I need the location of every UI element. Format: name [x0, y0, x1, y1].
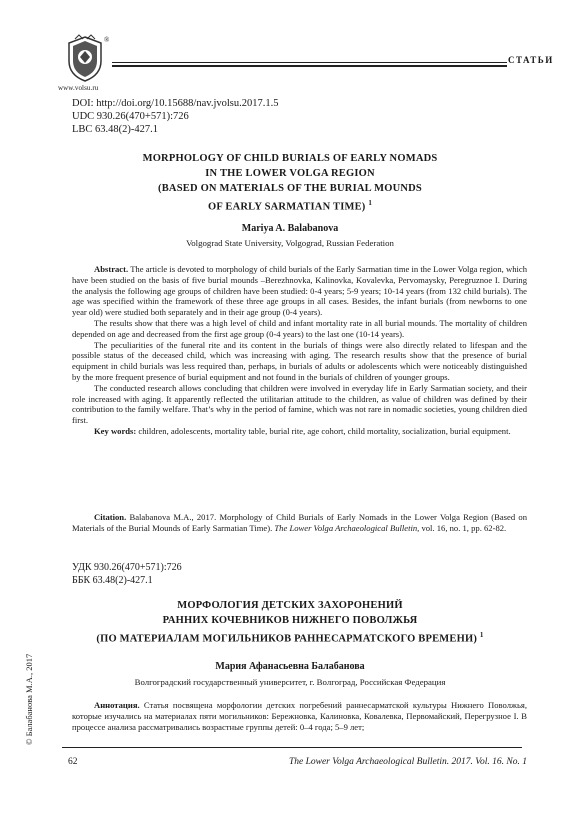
- journal-logo: [63, 33, 110, 83]
- title-line: (BASED ON MATERIALS OF THE BURIAL MOUNDS: [158, 183, 422, 194]
- title-line: (ПО МАТЕРИАЛАМ МОГИЛЬНИКОВ РАННЕСАРМАТСКОГО ВРЕМЕНИ) $^1$: [96, 631, 484, 645]
- footnote-mark: 1: [479, 631, 484, 639]
- title-line: IN THE LOWER VOLGA REGION: [205, 168, 375, 179]
- abstract-p2: The results show that there was a high level of child and infant mortality rate in all burial mounds. The mortality of children depended on age and decreased from the first age group (0-4 years) to the last one (10-14 years).: [72, 317, 527, 339]
- section-title: СТАТЬИ: [508, 55, 554, 65]
- keywords: Key words: children, adolescents, mortality table, burial rite, age cohort, child mortality, socialization, burial equipment.: [94, 425, 511, 436]
- footer-rule: [62, 747, 522, 748]
- logo-url: www.volsu.ru: [58, 84, 99, 92]
- abstract-p4: The conducted research allows concluding that children were involved in everyday life in Early Sarmatian society, and their role increased with aging. It apparently reflected the utilitarian attitude to the children, as value of children was defined by their contribution to the family welfare. That’s why in the period of famine, which was not rare in nomadic societies, young children died first.: [72, 382, 527, 426]
- citation: Citation. Balabanova M.A., 2017. Morphology of Child Burials of Early Nomads in the Lower Volga Region (Based on Materials of the Burial Mounds of Early Sarmatian Time). The Lower Volga Archaeological Bulletin, vol. 16, no. 1, pp. 62-82.: [72, 512, 527, 533]
- journal-footer: The Lower Volga Archaeological Bulletin. 2017. Vol. 16. No. 1: [288, 757, 527, 767]
- page-number: 62: [68, 757, 78, 767]
- doi: DOI: http://doi.org/10.15688/nav.jvolsu.2017.1.5: [72, 98, 279, 109]
- copyright-sidebar: © Балабанова М.А., 2017: [24, 653, 34, 745]
- udk: УДК 930.26(470+571):726: [72, 562, 182, 573]
- registered-mark: ®: [104, 36, 110, 44]
- abstract: [72, 264, 527, 437]
- affiliation-en: Volgograd State University, Volgograd, Russian Federation: [186, 238, 394, 248]
- bbk: ББК 63.48(2)-427.1: [72, 575, 153, 586]
- title-line: РАННИХ КОЧЕВНИКОВ НИЖНЕГО ПОВОЛЖЬЯ: [162, 615, 418, 626]
- author-ru: Мария Афанасьевна Балабанова: [215, 661, 365, 672]
- udc: UDC 930.26(470+571):726: [72, 111, 189, 122]
- affiliation-ru: Волгоградский государственный университет, г. Волгоград, Российская Федерация: [134, 677, 446, 687]
- header-rule: [112, 62, 507, 63]
- annotation: Аннотация. Статья посвящена морфологии детских погребений раннесарматской культуры Нижнего Поволжья, которые изучались на материалах пяти могильников: Бережновка, Калиновка, Ковалевка, Первомайский, Перегрузное I. В процессе анализа рассматривались возрастные группы детей: 0–4 года; 5–9 лет;: [72, 700, 527, 732]
- english-title: [60, 151, 520, 215]
- abstract-p1: Abstract. The article is devoted to morphology of child burials of the Early Sarmatian time in the Lower Volga region, which have been studied on the basis of five burial mounds –Berezhnovka, Kalinovka, Kovalevka, Pervomaysky, Peregruznoe I. During the analysis the following age groups of children have been studied: 0-4 years; 5-9 years; 10-14 years (from 132 child burials). The age was specified within the framework of these three age groups in all cases. Besides, the infant burials (from newborns to one year old) were studied both separately and in their age group (0-4 years).: [72, 264, 527, 318]
- title-line: МОРФОЛОГИЯ ДЕТСКИХ ЗАХОРОНЕНИЙ: [177, 600, 403, 611]
- abstract-p3: The peculiarities of the funeral rite and its content in the burials of things were also directly related to lifespan and the possible status of the deceased child, which was increasing with aging. The research results show that the presence of burial equipment in child burials was less required than, perhaps, in burials of adults or adolescents which were noticeably distinguished by the more frequent presence of burial equipment and not found in the burials of children of younger groups.: [72, 339, 527, 382]
- lbc: LBC 63.48(2)-427.1: [72, 124, 159, 135]
- title-line: OF EARLY SARMATIAN TIME) $^1$: [207, 199, 373, 213]
- author-en: Mariya A. Balabanova: [241, 223, 339, 234]
- footnote-mark: 1: [368, 199, 373, 207]
- russian-title: [60, 598, 520, 647]
- header-rule-thick: [112, 65, 507, 67]
- title-line: MORPHOLOGY OF CHILD BURIALS OF EARLY NOMADS: [142, 153, 438, 164]
